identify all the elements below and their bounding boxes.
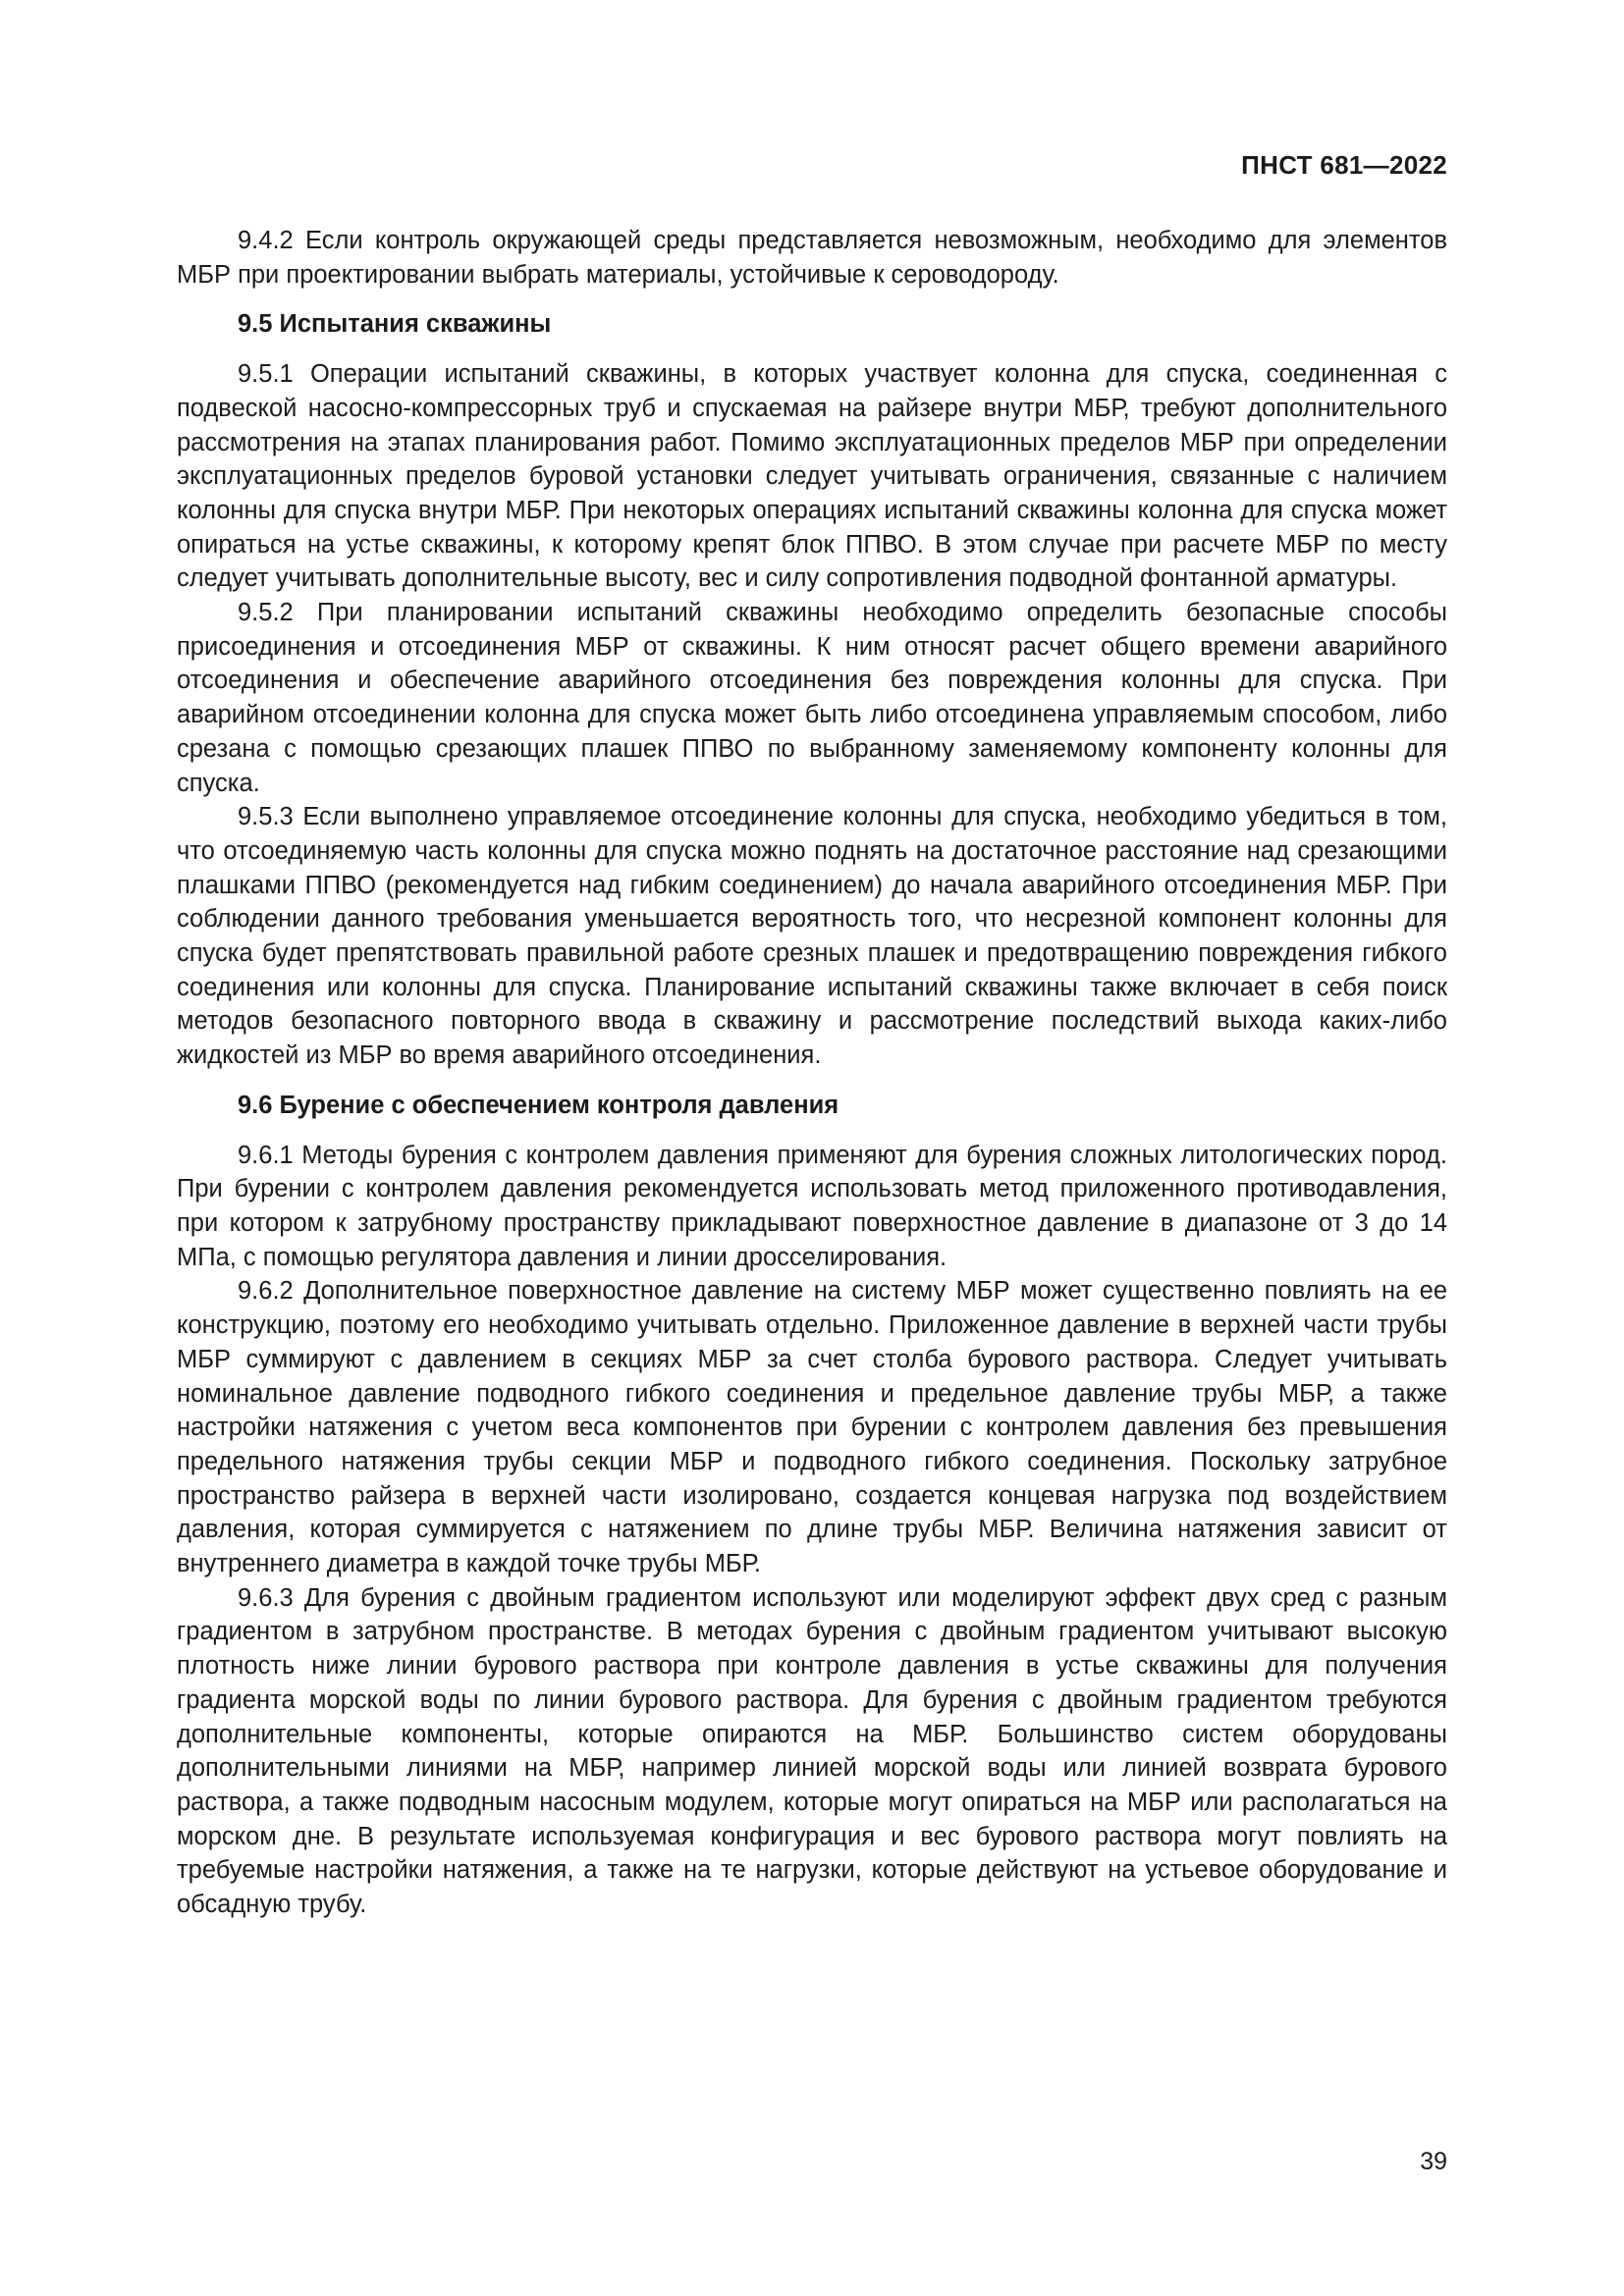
paragraph-9-5-1: 9.5.1 Операции испытаний скважины, в которых участвует колонна для спуска, соединенная с подвеской насосно-компрессорных труб и спускаемая на райзере внутри МБР, требуют дополнительного рассмотрения на этапах планирования работ. Помимо эксплуатационных пределов МБР при определении эксплуатационных пределов буровой установки следует учитывать ограничения, связанные с наличием колонны для спуска внутри МБР. При некоторых операциях испытаний скважины колонна для спуска может опираться на устье скважины, к которому крепят блок ППВО. В этом случае при расчете МБР по месту следует учитывать дополнительные высоту, вес и силу сопротивления подводной фонтанной арматуры. — [177, 360, 1447, 593]
page-number: 39 — [1420, 2148, 1447, 2175]
paragraph-9-6-1: 9.6.1 Методы бурения с контролем давления применяют для бурения сложных литологических пород. При бурении с контролем давления рекомендуется использовать метод приложенного противодавления, при котором к затрубному пространству прикладывают поверхностное давление в диапазоне от 3 до 14 МПа, с помощью регулятора давления и линии дросселирования. — [177, 1141, 1447, 1271]
paragraph-9-6-2: 9.6.2 Дополнительное поверхностное давление на систему МБР может существенно повлиять на ее конструкцию, поэтому его необходимо учитывать отдельно. Приложенное давление в верхней части трубы МБР суммируют с давлением в секциях МБР за счет столба бурового раствора. Следует учитывать номинальное давление подводного гибкого соединения и предельное давление трубы МБР, а также настройки натяжения с учетом веса компонентов при бурении с контролем давления без превышения предельного натяжения трубы секции МБР и подводного гибкого соединения. Поскольку затрубное пространство райзера в верхней части изолировано, создается концевая нагрузка под воздействием давления, которая суммируется с натяжением по длине трубы МБР. Величина натяжения зависит от внутреннего диаметра в каждой точке трубы МБР. — [177, 1277, 1447, 1578]
document-code: ПНСТ 681—2022 — [1241, 150, 1447, 180]
paragraph-9-5-2: 9.5.2 При планировании испытаний скважины необходимо определить безопасные способы присоединения и отсоединения МБР от скважины. К ним относят расчет общего времени аварийного отсоединения и обеспечение аварийного отсоединения без повреждения колонны для спуска. При аварийном отсоединении колонна для спуска может быть либо отсоединена управляемым способом, либо срезана с помощью срезающих плашек ППВО по выбранному заменяемому компоненту колонны для спуска. — [177, 599, 1447, 797]
paragraph-9-5-3: 9.5.3 Если выполнено управляемое отсоединение колонны для спуска, необходимо убедиться в том, что отсоединяемую часть колонны для спуска можно поднять на достаточное расстояние над срезающими плашками ППВО (рекомендуется над гибким соединением) до начала аварийного отсоединения МБР. При соблюдении данного требования уменьшается вероятность того, что несрезной компонент колонны для спуска будет препятствовать правильной работе срезных плашек и предотвращению повреждения гибкого соединения или колонны для спуска. Планирование испытаний скважины также включает в себя поиск методов безопасного повторного ввода в скважину и рассмотрение последствий выхода каких-либо жидкостей из МБР во время аварийного отсоединения. — [177, 803, 1447, 1070]
paragraph-9-6-3: 9.6.3 Для бурения с двойным градиентом используют или моделируют эффект двух сред с разным градиентом в затрубном пространстве. В методах бурения с двойным градиентом учитывают высокую плотность ниже линии бурового раствора при контроле давления в устье скважины для получения градиента морской воды по линии бурового раствора. Для бурения с двойным градиентом требуются дополнительные компоненты, которые опираются на МБР. Большинство систем оборудованы дополнительными линиями на МБР, например линией морской воды или линией возврата бурового раствора, а также подводным насосным модулем, которые могут опираться на МБР или располагаться на морском дне. В результате используемая конфигурация и вес бурового раствора могут повлиять на требуемые настройки натяжения, а также на те нагрузки, которые действуют на устьевое оборудование и обсадную трубу. — [177, 1583, 1447, 1919]
section-heading-9-5: 9.5 Испытания скважины — [238, 310, 552, 339]
paragraph-9-4-2: 9.4.2 Если контроль окружающей среды представляется невозможным, необходимо для элементов МБР при проектировании выбрать материалы, устойчивые к сероводороду. — [177, 227, 1447, 289]
document-body — [177, 224, 1447, 1922]
section-heading-9-6: 9.6 Бурение с обеспечением контроля давления — [238, 1091, 839, 1119]
